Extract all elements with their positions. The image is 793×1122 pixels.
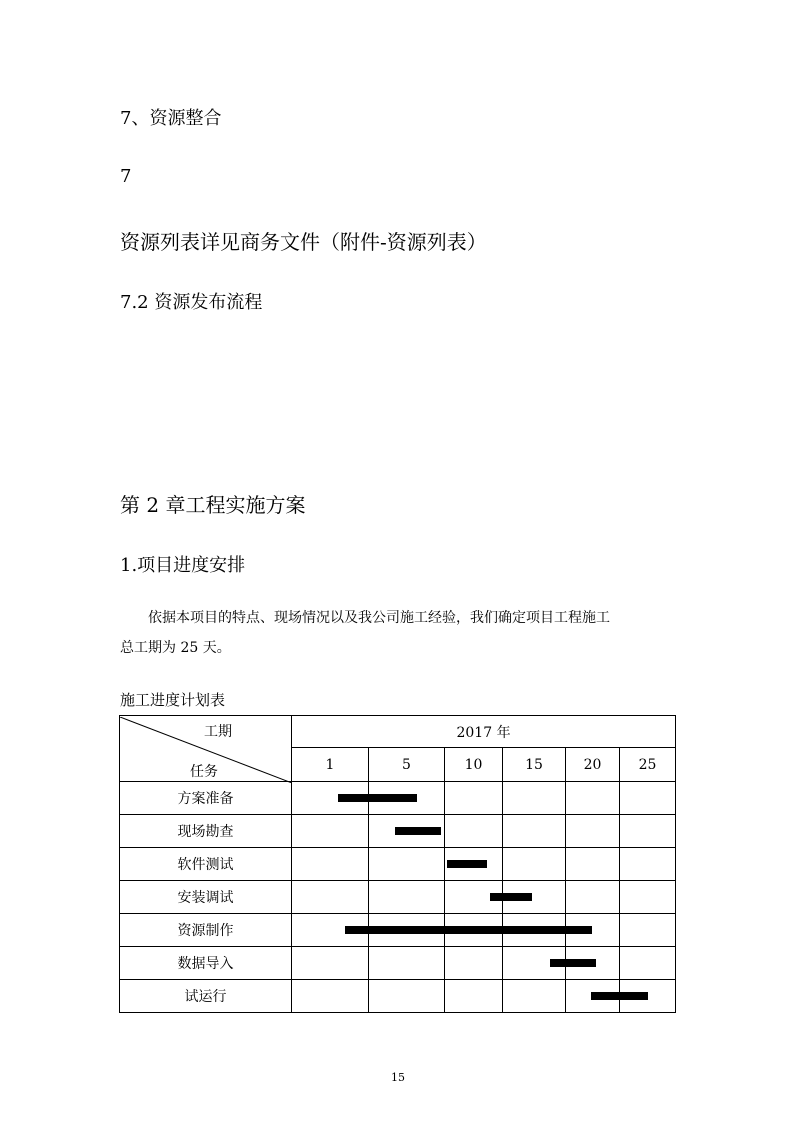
table-row [120, 782, 676, 815]
day-header-cell: 5 [369, 748, 445, 782]
page-number: 15 [391, 1071, 405, 1084]
day-header-cell: 10 [445, 748, 503, 782]
heading-resource-integration: 7、资源整合 [120, 108, 222, 129]
corner-label-task: 任务 [190, 763, 218, 780]
task-name-cell: 软件测试 [120, 848, 292, 881]
day-header-cell: 1 [292, 748, 369, 782]
day-header-cell: 25 [620, 748, 676, 782]
year-label: 2017 年 [456, 725, 511, 741]
day-header-cell: 15 [503, 748, 566, 782]
paragraph-line-2: 总工期为 25 天。 [120, 640, 231, 656]
day-header-cell: 20 [566, 748, 620, 782]
table-row [120, 947, 676, 980]
table-row [120, 914, 676, 947]
task-name-cell: 现场勘查 [120, 815, 292, 848]
task-name-cell: 方案准备 [120, 782, 292, 815]
section-title: 1.项目进度安排 [120, 555, 246, 576]
heading-resource-publish: 7.2 资源发布流程 [120, 292, 263, 313]
chapter-title: 第 2 章工程实施方案 [120, 493, 306, 517]
heading-seven: 7 [120, 166, 132, 187]
year-header-cell [292, 716, 676, 748]
heading-resource-list: 资源列表详见商务文件（附件-资源列表） [120, 230, 487, 254]
table-row [120, 980, 676, 1013]
corner-label-period: 工期 [204, 723, 232, 740]
task-name-cell: 试运行 [120, 980, 292, 1013]
task-name-cell: 资源制作 [120, 914, 292, 947]
corner-header-cell [120, 716, 292, 782]
table-row [120, 848, 676, 881]
table-row [120, 815, 676, 848]
paragraph-line-1: 依据本项目的特点、现场情况以及我公司施工经验，我们确定项目工程施工 [148, 610, 610, 626]
table-row [120, 881, 676, 914]
task-name-cell: 安装调试 [120, 881, 292, 914]
task-name-cell: 数据导入 [120, 947, 292, 980]
table-caption: 施工进度计划表 [120, 691, 226, 709]
schedule-table [119, 715, 676, 1013]
